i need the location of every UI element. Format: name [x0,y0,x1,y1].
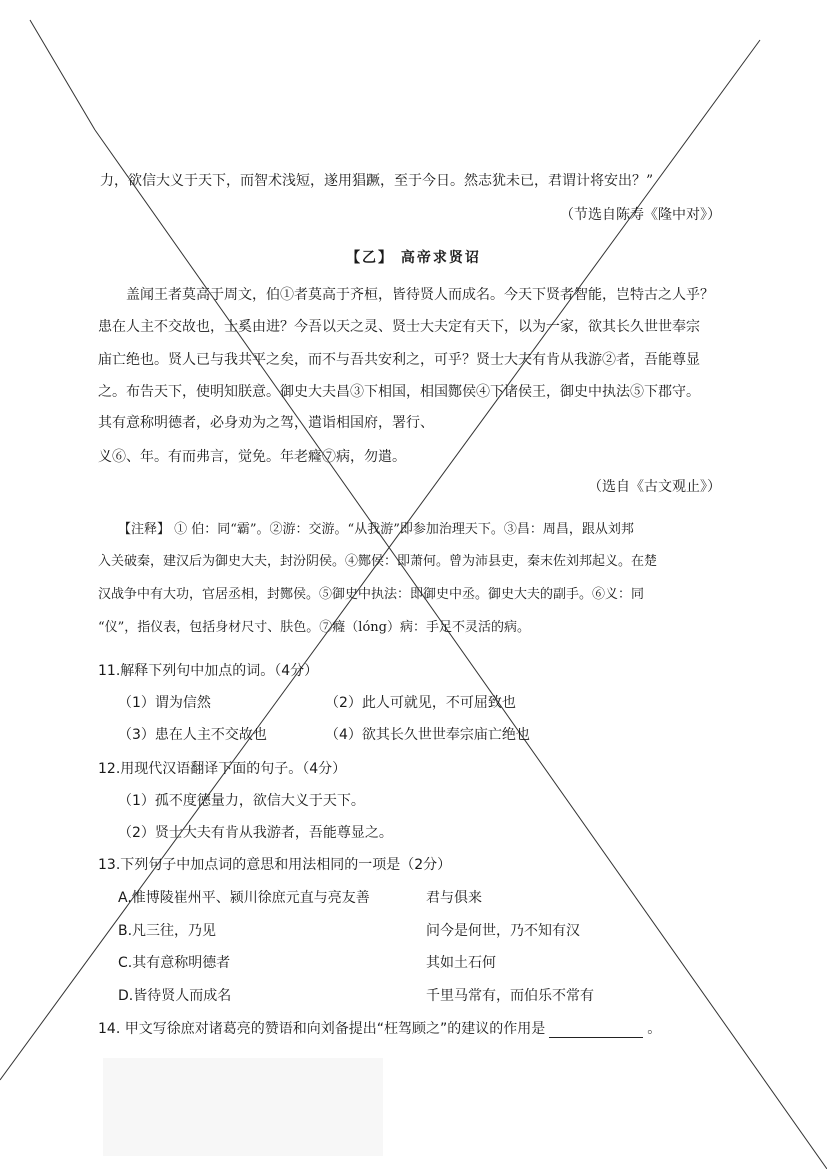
q11-item: （3）患在人主不交故也 [118,727,267,743]
passage-b-line: 义⑥、年。有而弗言，觉免。年老癃⑦病，勿遣。 [98,449,406,465]
q13-stem: 13.下列句子中加点词的意思和用法相同的一项是（2分） [98,857,452,873]
q11-item: （1）谓为信然 [118,695,211,711]
passage-b-line: 庙亡绝也。贤人已与我共平之矣，而不与吾共安利之，可乎？贤士大夫有肯从我游②者，吾能尊显 [98,352,700,368]
notes-line: “仪”，指仪表，包括身材尺寸、肤色。⑦癃（lóng）病：手足不灵活的病。 [98,620,530,635]
passage-b-line: 其有意称明德者，必身劝为之驾，遣诣相国府，署行、 [98,415,434,431]
passage-b-title: 【乙】 高帝求贤诏 [346,250,481,266]
q14-line [98,1018,661,1038]
q12-item: （2）贤士大夫有肯从我游者，吾能尊显之。 [118,825,393,841]
answer-blank[interactable] [549,1023,643,1038]
passage-b-line: 之。布告天下，使明知朕意。御史大夫昌③下相国，相国酂侯④下诸侯王，御史中执法⑤下郡守。 [98,384,700,400]
blank-answer-area [103,1058,383,1156]
q11-item: （4）欲其长久世世奉宗庙亡绝也 [325,727,530,743]
notes-line: 汉战争中有大功，官居丞相，封酂侯。⑤御史中执法：即御史中丞。御史大夫的副手。⑥义：同 [98,587,645,602]
passage-b-source: （选自《古文观止》） [588,479,721,495]
q13-option-right: 君与俱来 [426,890,482,906]
passage-a-source: （节选自陈寿《隆中对》） [560,207,721,223]
q13-option-right: 问今是何世，乃不知有汉 [426,923,580,939]
passage-b-line: 盖闻王者莫高于周文，伯①者莫高于齐桓，皆待贤人而成名。今天下贤者智能，岂特古之人乎？ [126,287,714,303]
q14-end: 。 [647,1021,662,1037]
q11-item: （2）此人可就见，不可屈致也 [325,695,516,711]
q12-item: （1）孤不度德量力，欲信大义于天下。 [118,793,365,809]
q13-option-left: D.皆待贤人而成名 [118,988,232,1004]
q12-stem: 12.用现代汉语翻译下面的句子。（4分） [98,761,347,777]
q13-option-left: B.凡三往，乃见 [118,923,217,939]
passage-a-last-line: 力，欲信大义于天下，而智术浅短，遂用猖蹶，至于今日。然志犹未已，君谓计将安出？” [100,173,654,189]
notes-line: 入关破秦，建汉后为御史大夫，封汾阴侯。④酂侯：即萧何。曾为沛县吏，秦末佐刘邦起义。在楚 [98,554,658,569]
q13-option-left: C.其有意称明德者 [118,955,231,971]
passage-b-line: 患在人主不交故也，士奚由进？今吾以天之灵、贤士大夫定有天下，以为一家，欲其长久世世奉宗 [98,319,700,335]
q13-option-left: A.惟博陵崔州平、颍川徐庶元直与亮友善 [118,890,370,906]
q14-stem: 14. 甲文写徐庶对诸葛亮的赞语和向刘备提出“枉驾顾之”的建议的作用是 [98,1021,546,1037]
q13-option-right: 其如土石何 [426,955,496,971]
q13-option-right: 千里马常有，而伯乐不常有 [426,988,594,1004]
q11-stem: 11.解释下列句中加点的词。（4分） [98,663,319,679]
notes-line: 【注释】 ① 伯：同“霸”。②游：交游。“从我游”即参加治理天下。③昌：周昌，跟从刘邦 [118,522,634,537]
